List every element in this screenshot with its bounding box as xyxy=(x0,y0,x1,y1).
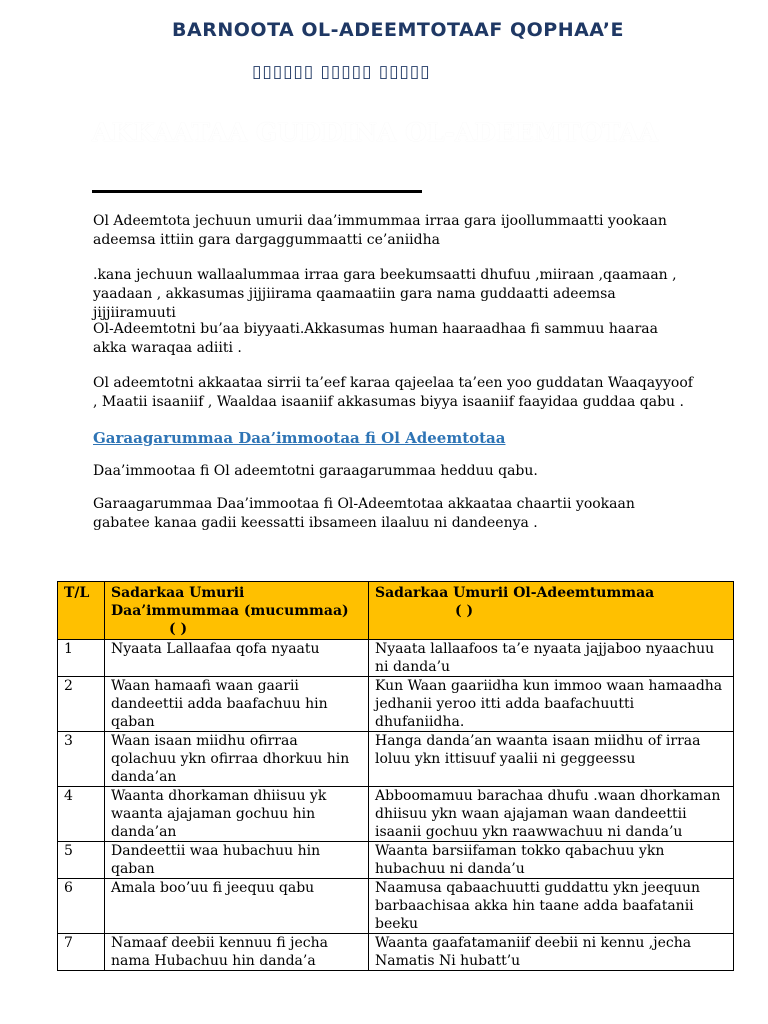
child-cell: Namaaf deebii kennuu fi jecha nama Hubachuu hin danda’a xyxy=(105,934,369,971)
header-child-label: Sadarkaa Umurii Daa’immummaa (mucummaa) xyxy=(111,585,349,619)
row-number: 4 xyxy=(58,787,105,842)
teen-cell: Waanta barsiifaman tokko qabachuu ykn hubachuu ni danda’u xyxy=(369,842,734,879)
teen-cell: Waanta gaafatamaniif deebii ni kennu ,jecha Namatis Ni hubatt’u xyxy=(369,934,734,971)
teen-cell: Nyaata lallaafoos ta’e nyaata jajjaboo nyaachuu ni danda’u xyxy=(369,640,734,677)
header-child-paren: ( ) xyxy=(169,621,188,637)
document-title: BARNOOTA OL-ADEEMTOTAAF QOPHAA’E xyxy=(172,19,624,41)
header-child-stage xyxy=(105,582,369,640)
paragraph-2: .kana jechuun wallaalummaa irraa gara beekumsaatti dhufuu ,miiraan ,qaamaan , yaadaan , akkasumas jijjiirama qaamaatiin gara nama guddaatti adeemsa jijjiiramuuti xyxy=(93,267,677,321)
teen-cell: Naamusa qabaachuutti guddattu ykn jeequun barbaachisaa akka hin taane adda baafatanii beeku xyxy=(369,879,734,934)
teen-cell: Hanga danda’an waanta isaan miidhu of irraa loluu ykn ittisuuf yaalii ni geggeessu xyxy=(369,732,734,787)
row-number: 1 xyxy=(58,640,105,677)
section-heading-link[interactable]: Garaagarummaa Daa’immootaa fi Ol Adeemtotaa xyxy=(93,429,506,447)
table-row xyxy=(58,732,734,787)
child-cell: Waanta dhorkaman dhiisuu yk waanta ajajaman gochuu hin danda’an xyxy=(105,787,369,842)
section-paragraph-2: Garaagarummaa Daa’immootaa fi Ol-Adeemtotaa akkaataa chaartii yookaan gabatee kanaa gadii keessatti ibsameen ilaaluu ni dandeenya . xyxy=(93,496,635,531)
table-row xyxy=(58,787,734,842)
document-subtitle: ▯▯▯▯▯▯ ▯▯▯▯▯ ▯▯▯▯▯ xyxy=(252,62,431,82)
header-teen-label: Sadarkaa Umurii Ol-Adeemtummaa xyxy=(375,585,655,601)
row-number: 2 xyxy=(58,677,105,732)
row-number: 7 xyxy=(58,934,105,971)
paragraph-4: Ol adeemtotni akkaataa sirrii ta’eef karaa qajeelaa ta’een yoo guddatan Waaqayyoof , Maatii isaaniif , Waaldaa isaaniif akkasumas biyya isaaniif faayidaa guddaa qabu . xyxy=(93,375,693,410)
table-row xyxy=(58,640,734,677)
table-row xyxy=(58,879,734,934)
row-number: 3 xyxy=(58,732,105,787)
child-cell: Dandeettii waa hubachuu hin qaban xyxy=(105,842,369,879)
child-cell: Waan hamaafi waan gaarii dandeettii adda baafachuu hin qaban xyxy=(105,677,369,732)
table-header-row xyxy=(58,582,734,640)
child-cell: Amala boo’uu fi jeequu qabu xyxy=(105,879,369,934)
row-number: 6 xyxy=(58,879,105,934)
teen-cell: Abboomamuu barachaa dhufu .waan dhorkaman dhiisuu ykn waan ajajaman waan dandeettii isaanii gochuu ykn raawwachuu ni danda’u xyxy=(369,787,734,842)
divider-rule xyxy=(92,190,422,193)
paragraph-3: Ol-Adeemtotni bu’aa biyyaati.Akkasumas human haaraadhaa fi sammuu haaraa akka waraqaa adiiti . xyxy=(93,321,658,356)
child-cell: Waan isaan miidhu ofirraa qolachuu ykn ofirraa dhorkuu hin danda’an xyxy=(105,732,369,787)
faint-heading: AKKAATAA GUDDINA OL-ADEEMTOTAA xyxy=(92,118,659,147)
child-cell: Nyaata Lallaafaa qofa nyaatu xyxy=(105,640,369,677)
table-row xyxy=(58,934,734,971)
header-teen-stage xyxy=(369,582,734,640)
paragraph-1: Ol Adeemtota jechuun umurii daa’immummaa irraa gara ijoollummaatti yookaan adeemsa ittiin gara dargaggummaatti ce’aniidha xyxy=(93,213,667,248)
comparison-table xyxy=(57,581,734,971)
table-row xyxy=(58,677,734,732)
table-row xyxy=(58,842,734,879)
header-teen-paren: ( ) xyxy=(455,603,474,619)
row-number: 5 xyxy=(58,842,105,879)
header-number: T/L xyxy=(58,582,105,640)
section-paragraph-1: Daa’immootaa fi Ol adeemtotni garaagarummaa hedduu qabu. xyxy=(93,463,538,479)
teen-cell: Kun Waan gaariidha kun immoo waan hamaadha jedhanii yeroo itti adda baafachuutti dhufaniidha. xyxy=(369,677,734,732)
